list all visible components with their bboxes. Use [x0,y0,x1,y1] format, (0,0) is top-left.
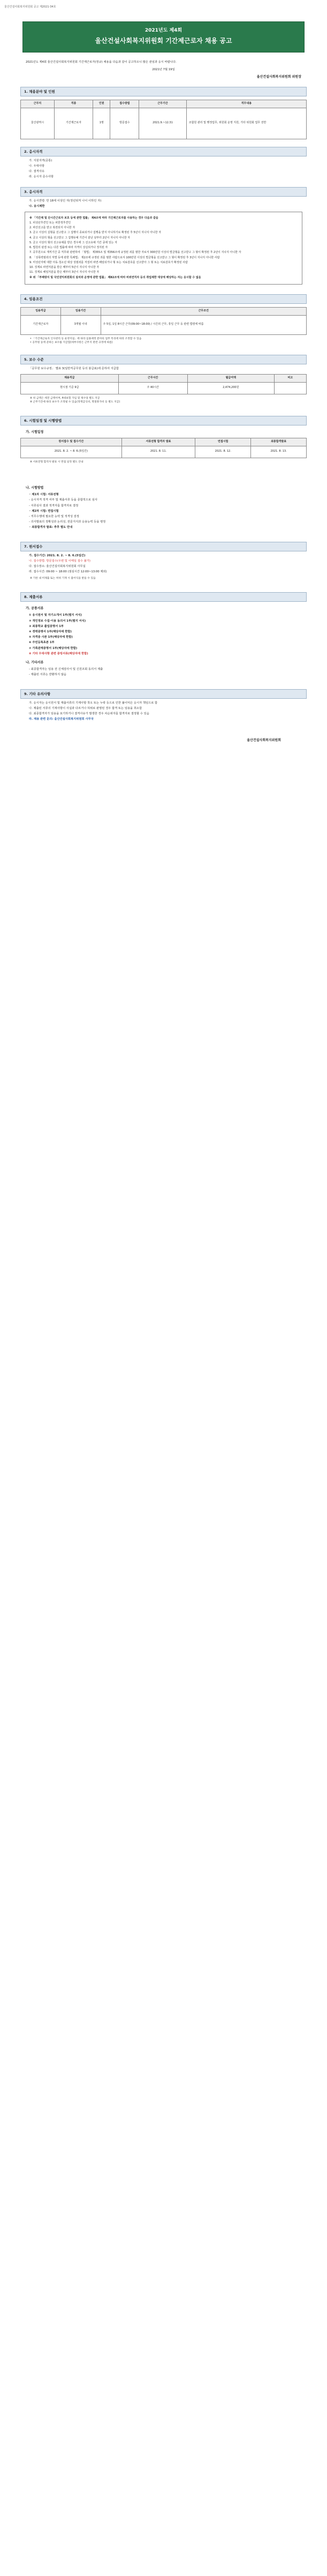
documents-sub: 가. 공통서류 [26,607,44,611]
table-header: 비고 [274,374,306,382]
section-title: 1. 채용분야 및 인원 [20,87,307,96]
schedule-sub: 가. 시험일정 [26,430,44,435]
schedule-note: ※ 서류전형 합격자 발표 시 면접 일정 별도 안내 [30,460,83,464]
footer-org: 울산건설사회복지위원회 [247,738,281,742]
list-item: 10. 징계로 파면처분을 받은 때부터 5년이 지나지 아니한 자 [29,266,100,270]
table-header: 근무지 [21,100,55,108]
list-item: 라. 응시자 준수사항 [29,175,54,179]
intro-date: 2021년 7월 19일 [152,68,175,72]
list-item: 라. 접수시간: 09:00 ~ 18:00 (점심시간 12:00~13:00 제외) [29,570,107,574]
documents-sub-2: 나. 기타서류 [26,660,44,664]
list-item: 다. 접수장소: 울산건설사회복지위원회 사무실 [29,565,86,569]
list-item: ◦ 제2차 시험: 면접시험 [29,509,59,513]
table-header: 직종 [54,100,93,108]
list-item: - 서류심사 결과 적격자를 합격자로 결정 [29,504,79,507]
list-item: 4. 금고 이상의 형을 선고받고 그 집행유예 기간이 끝난 날부터 2년이 지나지 아니한 자 [29,236,131,240]
list-item: ⑥ 주민등록초본 1부 [29,641,55,645]
table-cell: 3개월 이내 [60,315,101,334]
list-item: ① 응시원서 및 자기소개서 1부(별지 서식) [29,614,82,617]
section-qualification-summary [20,147,307,180]
table-cell: 기간제근로자 [54,108,93,139]
list-item: ※ 「기간제 및 단시간근로자 보호 등에 관한 법률」 제4조에 따라 기간제근로자를 사용하는 경우 다음과 같음 [29,216,158,220]
recruit-table [20,100,307,139]
section-salary [20,355,307,405]
list-item: 6. 법원의 판결 또는 다른 법률에 따라 자격이 상실되거나 정지된 자 [29,246,108,250]
list-item: 다. 결격사유 [29,170,44,174]
salary-table [20,374,307,394]
table-cell: 조합원 관리 및 행정업무, 위원회 운영 지원, 기타 위원회 업무 전반 [186,108,306,139]
table-header: 최종합격발표 [251,438,307,446]
section-title: 4. 임용조건 [20,294,307,304]
list-item: - 제출된 서류는 반환하지 않음 [29,673,67,677]
table-cell: 현시점 기준 9급 [21,382,119,394]
table-header: 직무내용 [186,100,306,108]
list-item: - 응시자격 적격 여부 및 제출서류 등을 종합적으로 심사 [29,498,97,502]
table-header: 근무조건 [101,307,307,315]
list-item: 8. 「성폭력범죄의 처벌 등에 관한 특례법」 제2조에 규정된 죄를 범한 사람으로서 100만원 이상의 벌금형을 선고받고 그 형이 확정된 후 3년이 지나지 아니한 사람 [29,256,220,259]
note: ※ 위 금액은 세전 금액이며, 4대보험 가입 및 제수당 별도 지급 [30,397,100,400]
title-banner [22,21,305,53]
list-item: ③ 최종학교 졸업증명서 1부 [29,624,64,628]
schedule-table [20,438,307,458]
eligibility-sub: 나. 응시제한 [29,204,45,208]
list-item: ◦ 최종합격자 발표: 추후 별도 안내 [29,526,73,529]
table-header: 접수방법 [110,100,139,108]
table-cell: 1명 [93,108,110,139]
table-cell: 울산광역시 [21,108,55,139]
section-schedule [20,416,307,529]
table-cell: 2021. 8. 11. [121,446,195,458]
section-employment-terms [20,294,307,345]
list-item: - 의사발표의 정확성과 논리성, 전문지식과 응용능력 등을 평정 [29,520,106,524]
list-item: 2. 파산선고를 받고 복권되지 아니한 자 [29,226,75,230]
table-header: 근무기간 [139,100,187,108]
list-item: 가. 응시자는 응시원서 및 제출서류의 기재사항 착오 또는 누락 등으로 인한 불이익은 응시자 책임으로 함 [29,701,158,705]
table-header: 근무시간 [118,374,187,382]
document-id: 울산건설사회복지위원회 공고 제2021-34호 [4,5,56,9]
section-title: 2. 응시자격 [20,147,307,156]
note: • 「기간제근로자 인사관리 등 운영지침」에 따라 임용예정 분야의 업무 특성에 따라 조정할 수 있음 [30,337,142,340]
section-recruit [20,87,307,139]
list-item: 가. 지원자격(공통) [29,159,52,162]
list-item: - 직무수행에 필요한 능력 및 적격성 검정 [29,515,79,519]
table-header: 임용기간 [60,307,101,315]
list-item: 나. 제출된 서류의 기재사항이 사실과 다르거나 허위로 판명된 경우 합격 또는 임용을 취소함 [29,706,142,710]
list-item: 5. 금고 이상의 형의 선고유예를 받은 경우에 그 선고유예 기간 중에 있는 자 [29,241,117,244]
table-cell: 2021. 8. 12. [195,446,251,458]
list-item: 7. 공무원으로 재직기간 중 직무와 관련하여 「형법」 제355조 및 제356조에 규정된 죄를 범한 자로서 300만원 이상의 벌금형을 선고받고 그 형이 확정된 후 2년이 지나지 아니한 자 [29,251,241,255]
salary-desc: 「공무원 보수규정」 별표 3(일반직공무원 등의 봉급표)에 준하여 지급함 [29,367,119,370]
list-item: ◦ 제1차 시험: 서류전형 [29,493,59,497]
list-item: ※ 위 「부패방지 및 국민권익위원회의 설치와 운영에 관한 법률」 제82조에 따라 비위면직자 등의 취업제한 대상에 해당하는 자는 응시할 수 없음 [29,275,201,279]
disqualification-box [25,212,302,285]
table-cell: 기간제근로자 [21,315,61,334]
section-title: 8. 제출서류 [20,592,307,602]
table-header: 면접시험 [195,438,251,446]
list-item: 나. 접수방법: 방문접수(우편 및 이메일 접수 불가) [29,559,90,563]
table-cell: 2021.9.~12.31 [139,108,187,139]
list-item: 가. 접수기간: 2021. 8. 2. ~ 8. 6.(5일간) [29,554,86,557]
note: ※ 근무기간에 따라 보수가 조정될 수 있음(정액급식비, 명절휴가비 등 별도 지급) [30,400,120,404]
list-item: 9. 미성년자에 대한 아동·청소년 대상 성범죄를 저질러 파면·해임되거나 형 또는 치료감호를 선고받아 그 형 또는 치료감호가 확정된 사람 [29,260,188,264]
table-cell: 주 5일, 1일 8시간 근무(09:00~18:00) / 시간외 근무, 휴일 근무 등 관련 법령에 따름 [101,315,307,334]
list-item: 3. 금고 이상의 실형을 선고받고 그 집행이 종료되거나 집행을 받지 아니하기로 확정된 후 5년이 지나지 아니한 자 [29,231,161,235]
list-item: ⑤ 자격증 사본 1부(해당자에 한함) [29,636,73,639]
list-item: 1. 피성년후견인 또는 피한정후견인 [29,221,71,225]
section-documents [20,592,307,677]
table-header: 인원 [93,100,110,108]
terms-table [20,307,307,335]
list-item: 나. 우대사항 [29,165,44,168]
section-notices [20,689,307,743]
list-item: 라. 채용 관련 문의: 울산건설사회복지위원회 사무국 [29,718,94,721]
note: • 공무원 등에 준하는 보수를 지급함(세부사항은 근무지 관련 규정에 따름) [30,341,113,345]
table-cell: 2021. 8. 2. ~ 8. 6.(5일간) [21,446,122,458]
section-title: 6. 시험일정 및 시행방법 [20,416,307,425]
section-application [20,542,307,580]
table-cell: 방문접수 [110,108,139,139]
list-item: ⑧ 기타 우대사항 관련 증빙서류(해당자에 한함) [29,652,88,655]
list-item: 11. 징계로 해임처분을 받은 때부터 3년이 지나지 아니한 자 [29,271,100,274]
table-header: 임용직급 [21,307,61,315]
intro [26,60,301,72]
table-cell: 2021. 8. 13. [251,446,307,458]
section-eligibility [20,187,307,285]
title-year: 2021년도 제4회 [145,27,182,33]
page-title: 울산건설사회복지위원회 기간제근로자 채용 공고 [95,36,232,44]
list-item: 다. 최종합격자가 임용을 포기하거나 결격사유가 발생한 경우 차순위자를 합격자로 결정할 수 있음 [29,712,149,716]
list-item: ② 개인정보 수집·이용 동의서 1부(별지 서식) [29,619,86,623]
list-item: ⑦ 가족관계증명서 1부(해당자에 한함) [29,646,78,650]
list-item: ④ 경력증명서 1부(해당자에 한함) [29,630,72,633]
table-header: 월급여액 [187,374,274,382]
table-header: 원서접수 및 접수기간 [21,438,122,446]
section-title: 9. 기타 유의사항 [20,689,307,699]
list-item: - 최종합격자는 임용 전 신체검사서 및 신원조회 동의서 제출 [29,668,103,671]
intro-text: 2021년도 제4회 울산건설사회복지위원회 기간제근로자(정규) 채용을 다음과 같이 공고하오니 많은 관심과 응시 바랍니다. [26,61,177,64]
application-note: ※ 기한 내 미제출 또는 허위 기재 시 불이익을 받을 수 있음 [30,577,96,580]
eligibility-age: 가. 응시연령: 만 18세 이상인 자(정년퇴직 나이 이하인 자) [29,199,102,203]
table-cell: 주 40시간 [118,382,187,394]
section-title: 7. 원서접수 [20,542,307,551]
method-sub: 나. 시험방법 [26,486,44,490]
table-header: 채용직급 [21,374,119,382]
table-header: 서류전형 합격자 발표 [121,438,195,446]
section-title: 5. 보수 수준 [20,355,307,364]
section-title: 3. 응시자격 [20,187,307,197]
intro-org: 울산건설사회복지위원회 위원장 [256,74,301,79]
table-cell: 2,474,200원 [187,382,274,394]
table-cell [274,382,306,394]
